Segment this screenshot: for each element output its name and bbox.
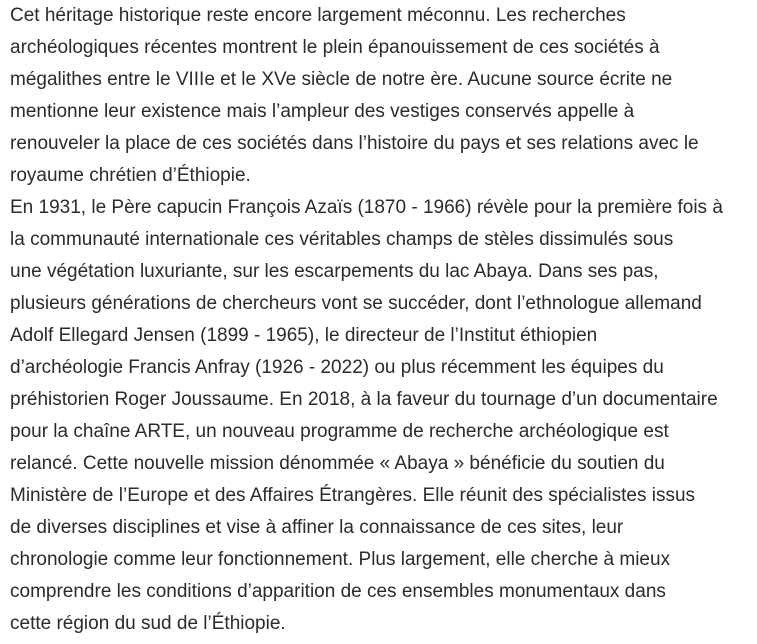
text-line: une végétation luxuriante, sur les escarpements du lac Abaya. Dans ses pas, [10, 261, 659, 282]
paragraph-history [10, 192, 755, 640]
text-line: plusieurs générations de chercheurs vont se succéder, dont l’ethnologue allemand [10, 293, 702, 314]
article-body [10, 0, 755, 640]
paragraph-intro [10, 0, 755, 192]
text-line: mégalithes entre le VIIIe et le XVe siècle de notre ère. Aucune source écrite ne [10, 69, 673, 90]
text-line: la communauté internationale ces véritables champs de stèles dissimulés sous [10, 229, 674, 250]
text-line: préhistorien Roger Joussaume. En 2018, à la faveur du tournage d’un documentaire [10, 389, 718, 410]
text-line: d’archéologie Francis Anfray (1926 - 2022) ou plus récemment les équipes du [10, 357, 664, 378]
text-line: Ministère de l’Europe et des Affaires Étrangères. Elle réunit des spécialistes issus [10, 485, 696, 506]
text-line: royaume chrétien d’Éthiopie. [10, 165, 251, 186]
text-line: relancé. Cette nouvelle mission dénommée « Abaya » bénéficie du soutien du [10, 453, 665, 474]
text-line: pour la chaîne ARTE, un nouveau programme de recherche archéologique est [10, 421, 669, 442]
text-line: chronologie comme leur fonctionnement. Plus largement, elle cherche à mieux [10, 549, 671, 570]
text-line: comprendre les conditions d’apparition de ces ensembles monumentaux dans [10, 581, 666, 602]
text-line: de diverses disciplines et vise à affiner la connaissance de ces sites, leur [10, 517, 624, 538]
text-line: cette région du sud de l’Éthiopie. [10, 613, 286, 634]
text-line: archéologiques récentes montrent le plein épanouissement de ces sociétés à [10, 37, 660, 58]
text-line: mentionne leur existence mais l’ampleur des vestiges conservés appelle à [10, 101, 635, 122]
text-line: Cet héritage historique reste encore largement méconnu. Les recherches [10, 5, 626, 26]
text-line: En 1931, le Père capucin François Azaïs (1870 - 1966) révèle pour la première fois à [10, 197, 723, 218]
text-line: renouveler la place de ces sociétés dans l’histoire du pays et ses relations avec le [10, 133, 699, 154]
text-line: Adolf Ellegard Jensen (1899 - 1965), le directeur de l’Institut éthiopien [10, 325, 598, 346]
